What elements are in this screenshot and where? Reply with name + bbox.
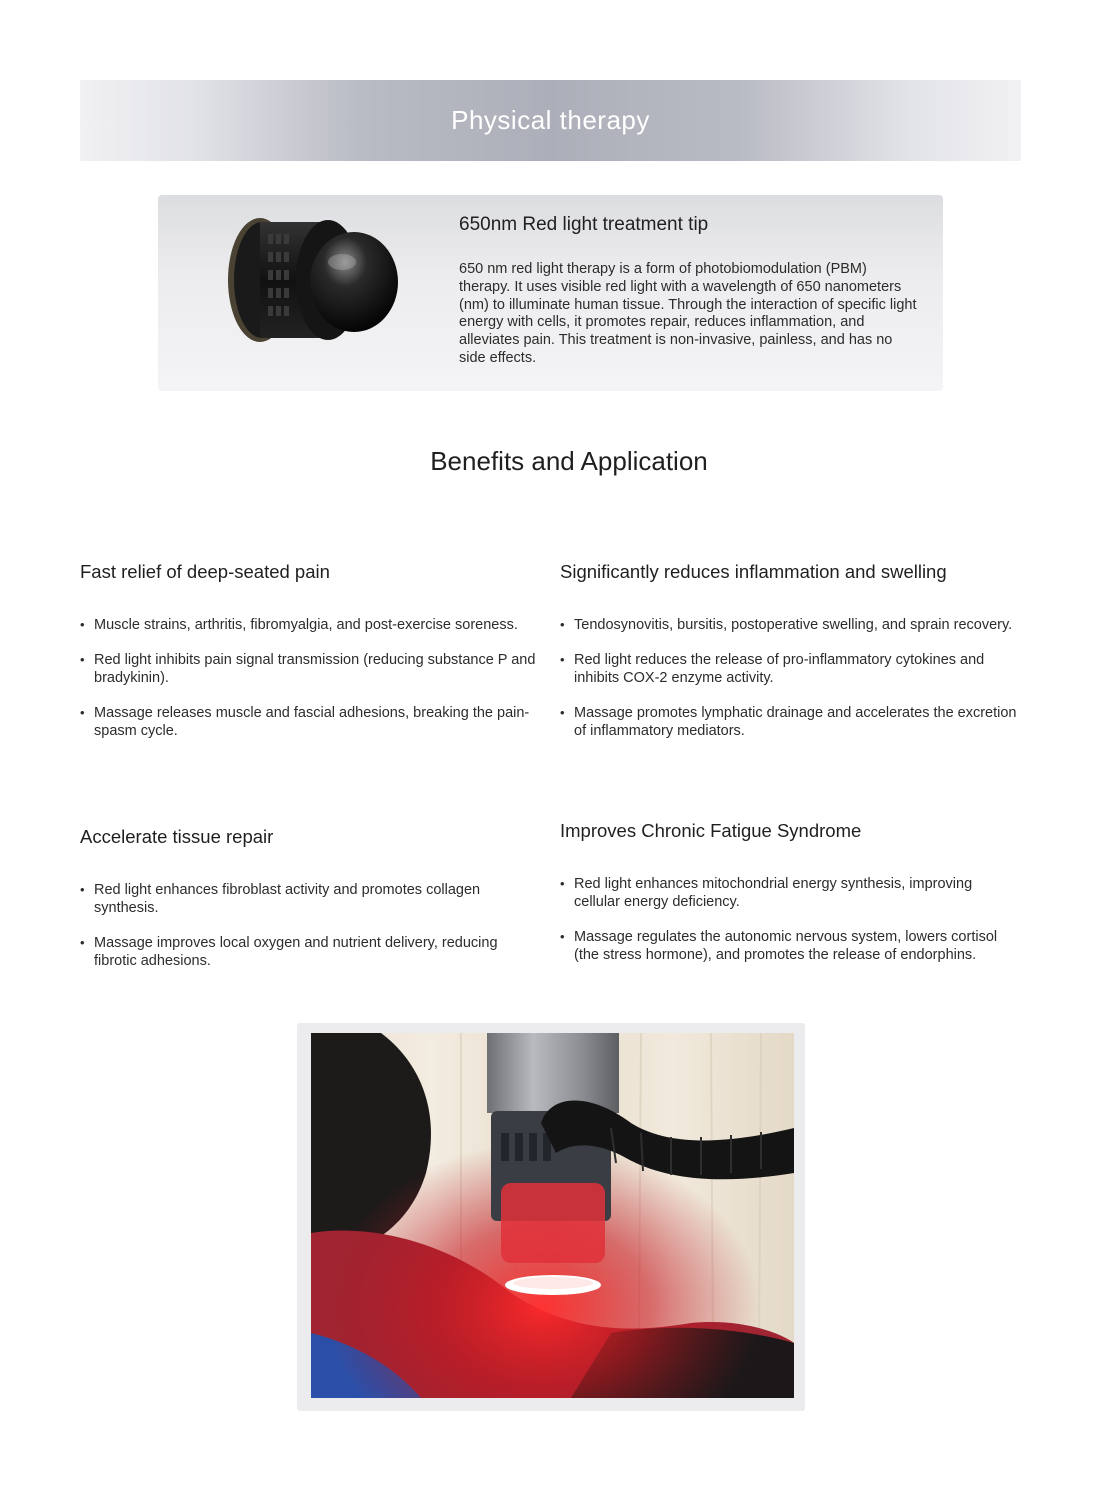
list-item: • Red light reduces the release of pro-inflammatory cytokines and inhibits COX-2 enzyme activity. — [560, 651, 1020, 687]
benefit-list — [80, 881, 540, 970]
benefit-list — [560, 875, 1020, 964]
section-title: Benefits and Application — [430, 446, 708, 476]
benefit-list — [80, 616, 540, 740]
list-item: • Tendosynovitis, bursitis, postoperative swelling, and sprain recovery. — [560, 616, 1020, 634]
benefit-block-inflammation — [560, 561, 1020, 757]
list-item: • Red light enhances mitochondrial energy synthesis, improving cellular energy deficiency. — [560, 875, 1020, 911]
benefit-title: Improves Chronic Fatigue Syndrome — [560, 820, 862, 841]
treatment-photo — [311, 1033, 794, 1398]
list-item: • Massage regulates the autonomic nervous system, lowers cortisol (the stress hormone), and promotes the release of endorphins. — [560, 928, 1020, 964]
product-description: 650 nm red light therapy is a form of photobiomodulation (PBM) therapy. It uses visible red light with a wavelength of 650 nanometers (nm) to illuminate human tissue. Through the interaction of specific light energy with cells, it promotes repair, reduces inflammation, and alleviates pain. This treatment is non-invasive, painless, and has no side effects. — [459, 261, 917, 366]
product-title: 650nm Red light treatment tip — [459, 214, 709, 235]
benefit-block-chronic-fatigue — [560, 820, 1020, 981]
benefit-block-tissue-repair — [80, 826, 540, 987]
list-item: • Massage releases muscle and fascial adhesions, breaking the pain-spasm cycle. — [80, 704, 540, 740]
benefit-title: Fast relief of deep-seated pain — [80, 561, 330, 582]
benefit-title: Significantly reduces inflammation and swelling — [560, 561, 947, 582]
red-light-tip-image — [224, 212, 404, 347]
list-item: • Red light enhances fibroblast activity and promotes collagen synthesis. — [80, 881, 540, 917]
list-item: • Massage promotes lymphatic drainage and accelerates the excretion of inflammatory mediators. — [560, 704, 1020, 740]
header-banner — [80, 80, 1021, 161]
benefit-title: Accelerate tissue repair — [80, 826, 274, 847]
benefit-list — [560, 616, 1020, 740]
list-item: • Muscle strains, arthritis, fibromyalgia, and post-exercise soreness. — [80, 616, 540, 634]
list-item: • Massage improves local oxygen and nutrient delivery, reducing fibrotic adhesions. — [80, 934, 540, 970]
banner-title: Physical therapy — [451, 105, 650, 135]
list-item: • Red light inhibits pain signal transmission (reducing substance P and bradykinin). — [80, 651, 540, 687]
benefit-block-pain-relief — [80, 561, 540, 757]
